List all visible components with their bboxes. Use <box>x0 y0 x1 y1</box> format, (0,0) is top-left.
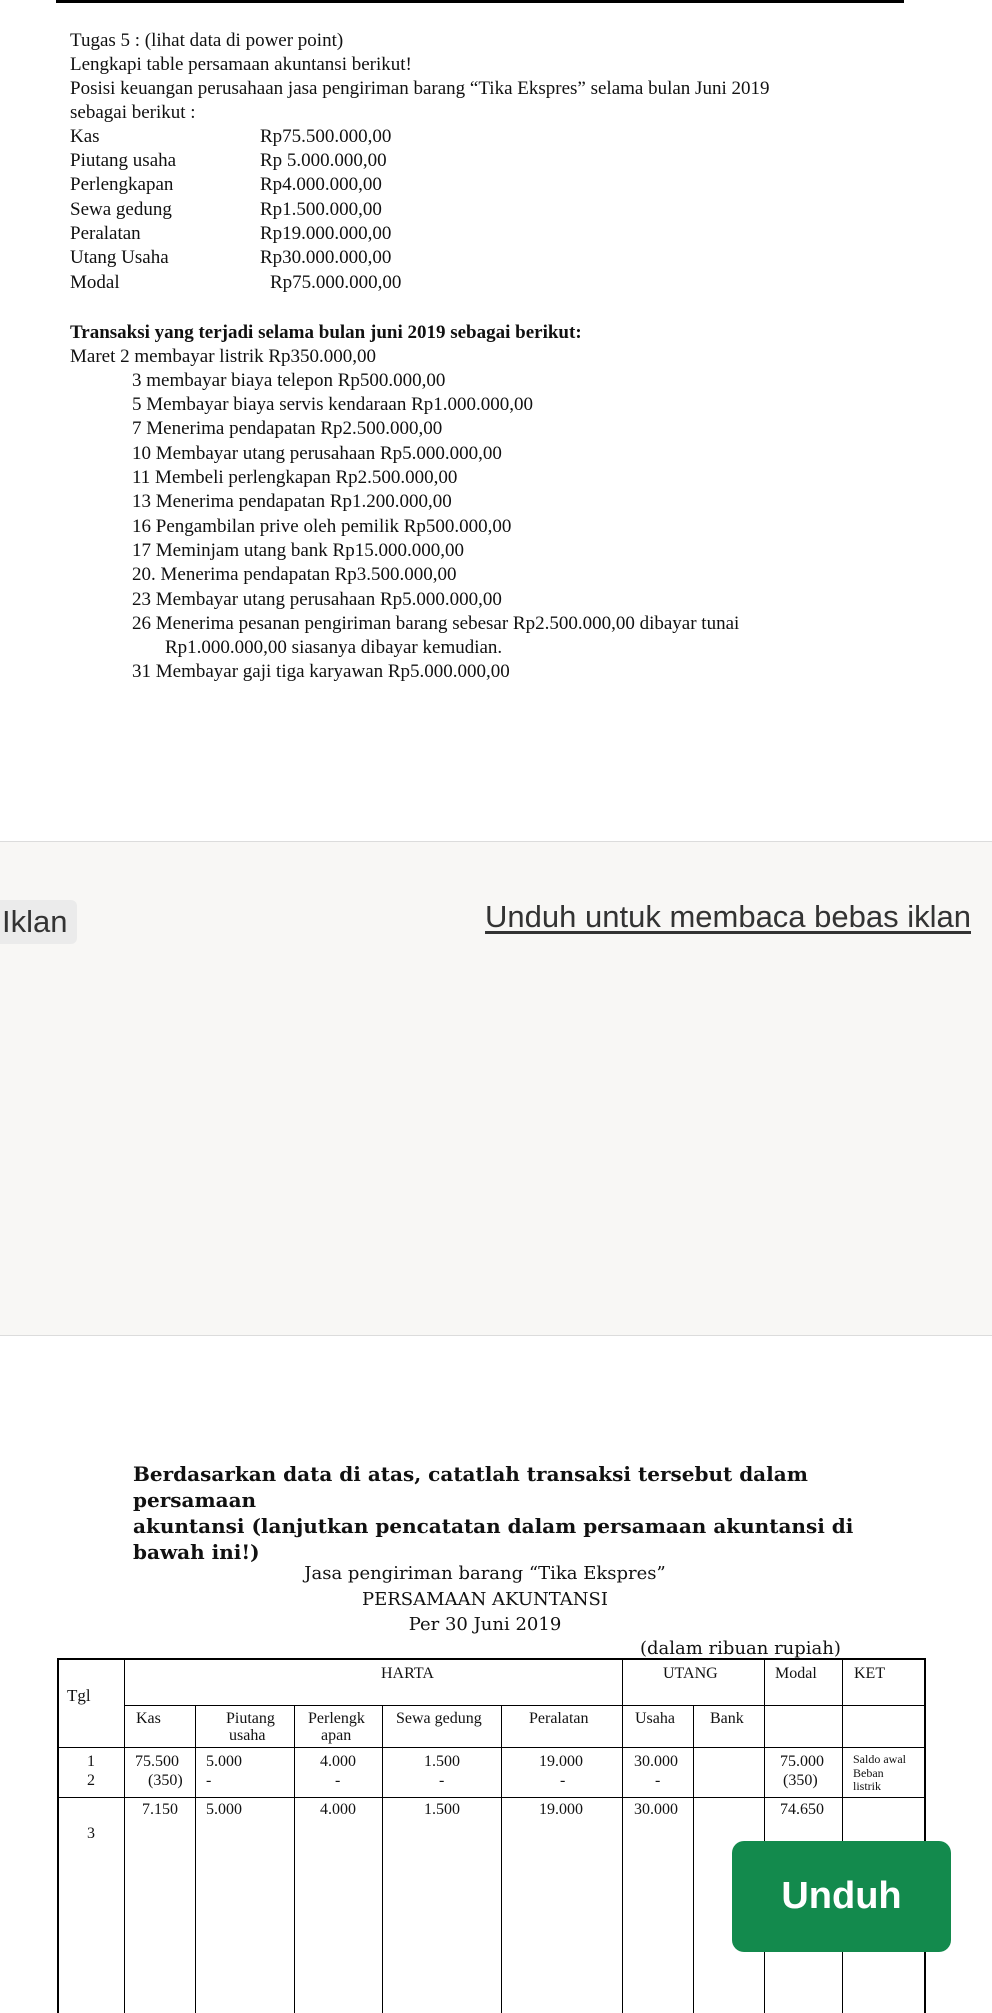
header-usaha: Usaha <box>635 1710 675 1727</box>
row2-peralatan: 19.000 <box>539 1801 583 1818</box>
transactions-heading: Transaksi yang terjadi selama bulan juni 2019 sebagai berikut: <box>70 322 582 343</box>
position-line-cont: sebagai berikut : <box>70 102 196 123</box>
row1-piutang-2: - <box>206 1772 212 1789</box>
instruction-line-1: Berdasarkan data di atas, catatlah transaksi tersebut dalam persamaan <box>133 1462 808 1512</box>
transaction-item: 10 Membayar utang perusahaan Rp5.000.000,00 <box>132 443 502 464</box>
balance-value-piutang: Rp 5.000.000,00 <box>260 150 387 171</box>
accounting-equation-table <box>57 1658 926 2013</box>
row1-ket: Saldo awal <box>853 1752 906 1766</box>
header-ket: KET <box>854 1665 886 1682</box>
balance-value-utang: Rp30.000.000,00 <box>260 247 392 268</box>
balance-value-perlengkapan: Rp4.000.000,00 <box>260 174 382 195</box>
header-piutang-cont: usaha <box>229 1727 266 1744</box>
header-sewa: Sewa gedung <box>396 1710 482 1727</box>
row2-usaha: 30.000 <box>634 1801 678 1818</box>
balance-label-modal: Modal <box>70 272 120 293</box>
transaction-item-cont: Rp1.000.000,00 siasanya dibayar kemudian. <box>165 637 503 658</box>
balance-value-sewa: Rp1.500.000,00 <box>260 199 382 220</box>
column-divider <box>842 1660 843 2013</box>
row-divider <box>124 1705 924 1706</box>
transaction-item: 11 Membeli perlengkapan Rp2.500.000,00 <box>132 467 458 488</box>
row1-sewa: 1.500 <box>424 1753 460 1770</box>
column-divider <box>622 1660 623 2013</box>
unit-note: (dalam ribuan rupiah) <box>640 1638 841 1659</box>
row1-usaha-2: - <box>655 1772 661 1789</box>
row1-tgl: 1 <box>87 1753 95 1770</box>
task-line: Tugas 5 : (lihat data di power point) <box>70 30 344 51</box>
row2-kas: 7.150 <box>142 1801 178 1818</box>
header-piutang: Piutang <box>226 1710 275 1727</box>
balance-value-kas: Rp75.500.000,00 <box>260 126 392 147</box>
row1-perlengkapan-2: - <box>335 1772 341 1789</box>
row2-modal: 74.650 <box>780 1801 824 1818</box>
position-line: Posisi keuangan perusahaan jasa pengiriman barang “Tika Ekspres” selama bulan Juni 2019 <box>70 78 770 99</box>
row1-tgl-2: 2 <box>87 1772 95 1789</box>
column-divider <box>195 1705 196 2013</box>
transaction-item: 13 Menerima pendapatan Rp1.200.000,00 <box>132 491 452 512</box>
transaction-item: 7 Menerima pendapatan Rp2.500.000,00 <box>132 418 443 439</box>
table-title: PERSAMAAN AKUNTANSI <box>362 1589 608 1610</box>
balance-label-kas: Kas <box>70 126 100 147</box>
header-perlengkapan-cont: apan <box>321 1727 352 1744</box>
balance-label-sewa: Sewa gedung <box>70 199 172 220</box>
row1-ket-3: listrik <box>853 1779 882 1793</box>
transaction-item: Maret 2 membayar listrik Rp350.000,00 <box>70 346 377 367</box>
transaction-item: 17 Meminjam utang bank Rp15.000.000,00 <box>132 540 464 561</box>
row2-piutang: 5.000 <box>206 1801 242 1818</box>
column-divider <box>382 1705 383 2013</box>
instruction-line-2: akuntansi (lanjutkan pencatatan dalam persamaan akuntansi di bawah ini!) <box>133 1514 854 1564</box>
balance-label-perlengkapan: Perlengkapan <box>70 174 174 195</box>
transaction-item: 3 membayar biaya telepon Rp500.000,00 <box>132 370 446 391</box>
column-divider <box>294 1705 295 2013</box>
header-modal: Modal <box>775 1665 817 1682</box>
transaction-item: 26 Menerima pesanan pengiriman barang sebesar Rp2.500.000,00 dibayar tunai <box>132 613 740 634</box>
row1-ket-2: Beban <box>853 1766 884 1780</box>
balance-value-peralatan: Rp19.000.000,00 <box>260 223 392 244</box>
header-utang: UTANG <box>663 1665 718 1682</box>
row1-perlengkapan: 4.000 <box>320 1753 356 1770</box>
balance-label-peralatan: Peralatan <box>70 223 141 244</box>
row1-peralatan-2: - <box>560 1772 566 1789</box>
page2-instruction <box>133 1461 893 1565</box>
page-top-border <box>56 0 904 3</box>
row1-modal: 75.000 <box>780 1753 824 1770</box>
row1-usaha: 30.000 <box>634 1753 678 1770</box>
row1-peralatan: 19.000 <box>539 1753 583 1770</box>
transaction-item: 20. Menerima pendapatan Rp3.500.000,00 <box>132 564 457 585</box>
transaction-item: 5 Membayar biaya servis kendaraan Rp1.000.000,00 <box>132 394 534 415</box>
row1-kas: 75.500 <box>135 1753 179 1770</box>
balance-label-utang: Utang Usaha <box>70 247 169 268</box>
table-period: Per 30 Juni 2019 <box>408 1614 562 1635</box>
balance-label-piutang: Piutang usaha <box>70 150 177 171</box>
header-peralatan: Peralatan <box>529 1710 589 1727</box>
row1-sewa-2: - <box>439 1772 445 1789</box>
balance-value-modal: Rp75.000.000,00 <box>270 272 402 293</box>
column-divider <box>501 1705 502 2013</box>
column-divider <box>124 1660 125 2013</box>
transaction-item: 31 Membayar gaji tiga karyawan Rp5.000.000,00 <box>132 661 510 682</box>
header-tgl: Tgl <box>67 1686 91 1705</box>
ad-label: Iklan <box>0 900 77 944</box>
instruction-line: Lengkapi table persamaan akuntansi berikut! <box>70 54 412 75</box>
download-ad-free-link[interactable]: Unduh untuk membaca bebas iklan <box>485 899 971 934</box>
row-divider <box>59 1797 924 1798</box>
row2-tgl: 3 <box>87 1825 95 1842</box>
row1-piutang: 5.000 <box>206 1753 242 1770</box>
download-button[interactable]: Unduh <box>732 1841 951 1952</box>
row2-sewa: 1.500 <box>424 1801 460 1818</box>
company-name: Jasa pengiriman barang “Tika Ekspres” <box>304 1563 666 1584</box>
header-harta: HARTA <box>381 1665 434 1682</box>
column-divider <box>764 1660 765 2013</box>
header-perlengkapan: Perlengk <box>308 1710 365 1727</box>
transaction-item: 23 Membayar utang perusahaan Rp5.000.000,00 <box>132 589 502 610</box>
header-bank: Bank <box>710 1710 744 1727</box>
row1-kas-2: (350) <box>148 1772 183 1789</box>
transaction-item: 16 Pengambilan prive oleh pemilik Rp500.000,00 <box>132 516 512 537</box>
row2-perlengkapan: 4.000 <box>320 1801 356 1818</box>
header-kas: Kas <box>136 1710 161 1727</box>
row1-modal-2: (350) <box>783 1772 818 1789</box>
row-divider <box>59 1747 924 1748</box>
column-divider <box>693 1705 694 2013</box>
